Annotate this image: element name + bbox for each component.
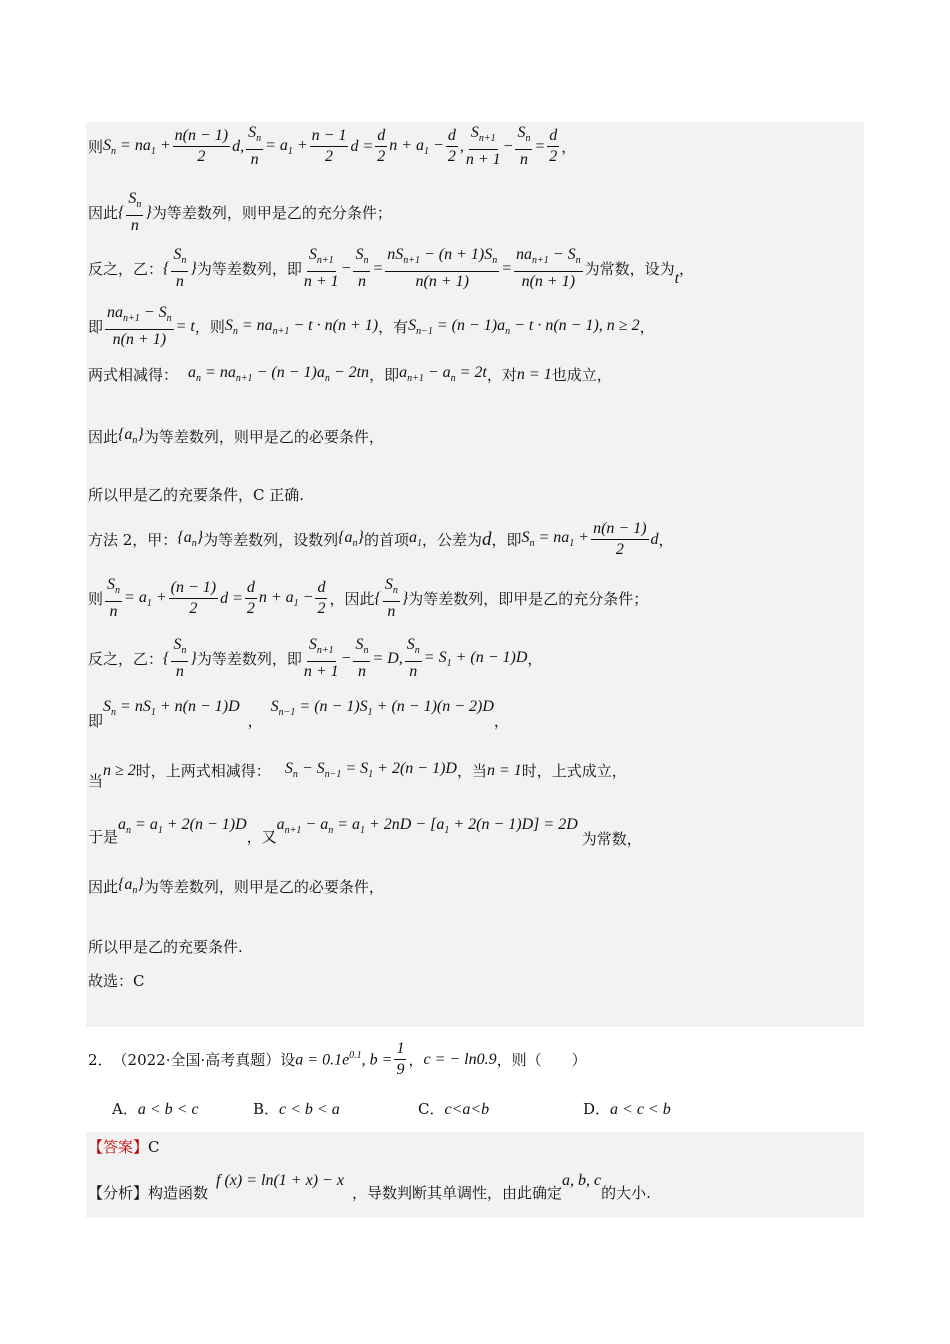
option-b[interactable]: B．c < b < a — [253, 1100, 340, 1118]
option-c[interactable]: C．c<a<b — [418, 1100, 490, 1118]
answer-value: C — [148, 1137, 160, 1156]
analysis-line: 【分析】 构造函数 f (x) = ln(1 + x) − x ，导数判断其单调性，由此确定 a, b, c 的大小. — [88, 1171, 651, 1202]
analysis-tag: 【分析】 — [88, 1184, 149, 1202]
solution-line-5: 两式相减得： $a_n = na_{n+1} - (n - 1)a_n - 2tn$ ，即 $a_{n+1} - a_n = 2t$ ，对 n = 1 也成立， — [88, 364, 612, 385]
method2-line-9: 故选：C — [88, 972, 145, 990]
solution-line-4: 即 $\frac{na_{n+1} - S_n}{n(n + 1)}$ = t ，则 $S_n = na_{n+1} - t \cdot n(n + 1)$ ，有 $S_{n-1} = (n - 1)a_n - t \cdot n(n - 1)$, n ≥ 2 ， — [88, 304, 655, 349]
solution-line-6: 因此 $\{a_n\}$ 为等差数列，则甲是乙的必要条件， — [88, 426, 384, 447]
method2-line-5: 当 n ≥ 2 时，上两式相减得： $S_n - S_{n-1} = S_1 + 2(n - 1)D$ ，当 n = 1 时，上式成立， — [88, 760, 627, 790]
solution-line-2: 因此 { $\frac{S_n}{n}$ } 为等差数列，则甲是乙的充分条件； — [88, 190, 392, 235]
method2-line-3: 反之，乙： { $\frac{S_n}{n}$ } 为等差数列，即 $\frac{S_{n+1}}{n + 1}$ − $\frac{S_n}{n}$ = D, $\frac{S_n}{n}$ = $S_1 + (n - 1)D$ ， — [88, 636, 543, 681]
option-a[interactable]: A．a < b < c — [112, 1100, 199, 1118]
method2-line-8: 所以甲是乙的充要条件. — [88, 938, 243, 956]
method2-line-2: 则 $\frac{S_n}{n}$ = $a_1$ + $\frac{(n - 1)}{2}$ d = $\frac{d}{2}$ $n + a_1$ − $\frac{d}{2}$ ，因此 { $\frac{S_n}{n}$ } 为等差数列，即甲是乙的充分条件； — [88, 576, 649, 621]
solution-line-7: 所以甲是乙的充要条件，C 正确. — [88, 486, 305, 504]
method2-line-7: 因此 $\{a_n\}$ 为等差数列，则甲是乙的必要条件， — [88, 876, 384, 897]
option-d[interactable]: D．a < c < b — [583, 1100, 671, 1118]
solution-line-3: 反之，乙： { $\frac{S_n}{n}$ } 为等差数列，即 $\frac{S_{n+1}}{n + 1}$ − $\frac{S_n}{n}$ = $\frac{nS_{n+1} - (n + 1)S_n}{n(n + 1)}$ = $\frac{na_{n+1} - S_n}{n(n + 1)}$ 为常数，设为 t ， — [88, 246, 695, 291]
answer-line — [88, 1136, 160, 1157]
solution-line-1: 则 $S_n = na_1$ + $\frac{n(n - 1)}{2}$ d, $\frac{S_n}{n}$ = $a_1$ + $\frac{n - 1}{2}$ d = $\frac{d}{2}$ $n + a_1$ − $\frac{d}{2}$ , $\frac{S_{n+1}}{n + 1}$ − $\frac{S_n}{n}$ = $\frac{d}{2}$ ， — [88, 124, 577, 169]
method2-line-4: 即 $S_n = nS_1 + n(n - 1)D$ ， $S_{n-1} = (n - 1)S_1 + (n - 1)(n - 2)D$ ， — [88, 698, 509, 730]
method2-line-6: 于是 $a_n = a_1 + 2(n - 1)D$ ，又 $a_{n+1} - a_n = a_1 + 2nD - [a_1 + 2(n - 1)D] = 2D$ 为常数， — [88, 816, 642, 848]
answer-tag: 【答案】 — [88, 1138, 149, 1156]
question-2: 2． （2022·全国·高考真题）设 $a = 0.1e^{0.1}$, b = $\frac{1}{9}$ ， c = − ln0.9 ，则（ ） — [88, 1040, 587, 1078]
method2-line-1: 方法 2，甲： $\{a_n\}$ 为等差数列，设数列 $\{a_n\}$ 的首项 $a_1$ ，公差为 d ，即 $S_n = na_1$ + $\frac{n(n - 1)}{2}$ d ， — [88, 520, 674, 558]
